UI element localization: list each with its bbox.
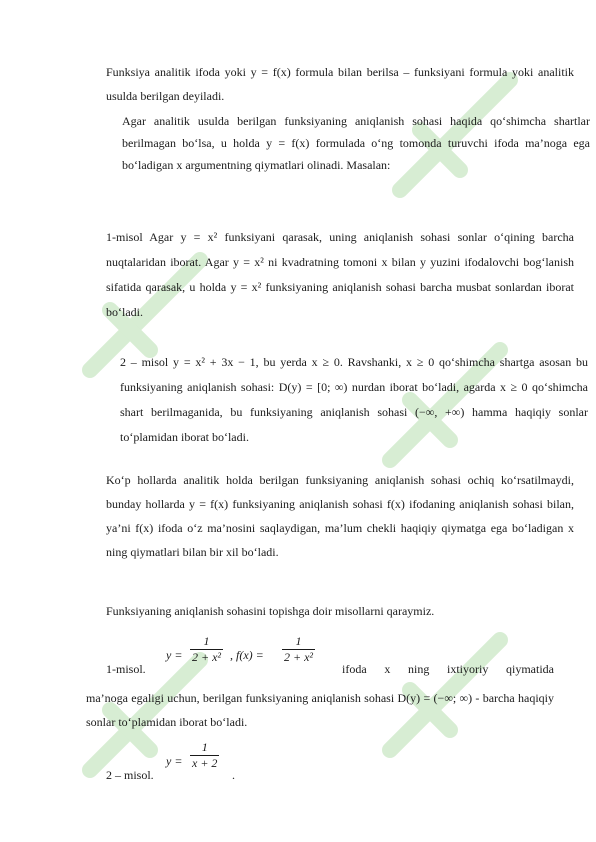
example-2-period: . bbox=[232, 768, 235, 782]
paragraph-example-2: 2 – misol y = x² + 3x − 1, bu yerda x ≥ 0. Ravshanki, x ≥ 0 qo‘shimcha shartga asosan bu funksiyaning aniqlanish sohasi: D(y) = [0; ∞) nurdan iborat bo‘ladi, agarda x ≥ 0 qo‘shimcha shart berilmaganida, bu funksiyaning aniqlanish sohasi (−∞, +∞) hamma haqiqiy sonlar to‘plamidan iborat bo‘ladi. bbox=[120, 355, 588, 444]
paragraph-domain-rule: Agar analitik usulda berilgan funksiyaning aniqlanish sohasi haqida qo‘shimcha shartlar berilmagan bo‘lsa, u holda y = f(x) formulada o‘ng tomonda turuvchi ifoda ma’noga ega bo‘ladigan x argumentning qiymatlari olinadi. Masalan: bbox=[122, 114, 590, 172]
paragraph-examples-intro: Funksiyaning aniqlanish sohasini topishga doir misollarni qaraymiz. bbox=[106, 604, 435, 618]
formula-y-lhs: y = bbox=[166, 648, 183, 662]
formula-fx-lhs: , f(x) = bbox=[230, 648, 264, 662]
example-1-label: 1-misol. bbox=[106, 662, 146, 676]
paragraph-example-1-conclusion: ma’noga egaligi uchun, berilgan funksiyaning aniqlanish sohasi D(y) = (−∞; ∞) - barcha haqiqiy sonlar to‘plamidan iborat bo‘ladi. bbox=[86, 691, 554, 729]
formula-ex2-lhs: y = bbox=[166, 754, 183, 768]
formula-y-fraction: $\frac{1}{\text{2 + x²}}$ bbox=[192, 634, 222, 664]
paragraph-definition: Funksiya analitik ifoda yoki y = f(x) formula bilan berilsa – funksiyani formula yoki analitik usulda berilgan deyiladi. bbox=[106, 65, 574, 103]
formula-fx-fraction: $\frac{1}{\text{2 + x²}}$ bbox=[284, 634, 314, 664]
paragraph-example-1: 1-misol Agar y = x² funksiyani qarasak, uning aniqlanish sohasi sonlar o‘qining barcha nuqtalaridan iborat. Agar y = x² ni kvadratning tomoni x bilan y yuzini ifodalovchi bog‘lanish sifatida qarasak, u holda y = x² funksiyaning aniqlanish sohasi barcha musbat sonlardan iborat bo‘ladi. bbox=[106, 230, 574, 319]
paragraph-implicit-domain: Ko‘p hollarda analitik holda berilgan funksiyaning aniqlanish sohasi ochiq ko‘rsatilmaydi, bunday hollarda y = f(x) funksiyaning aniqlanish sohasi f(x) ifodaning aniqlanish sohasi bilan, ya’ni f(x) ifoda o‘z ma’nosini saqlaydigan, ma’lum chekli haqiqiy qiymatga ega bo‘ladigan x ning qiymatlari bilan bir xil bo‘ladi. bbox=[106, 473, 574, 559]
example-2-label: 2 – misol. bbox=[106, 768, 154, 782]
example-1-text: ifoda x ning ixtiyoriy qiymatida bbox=[342, 662, 554, 676]
formula-ex2-fraction: $\frac{1}{x + 2}$ bbox=[192, 740, 218, 770]
